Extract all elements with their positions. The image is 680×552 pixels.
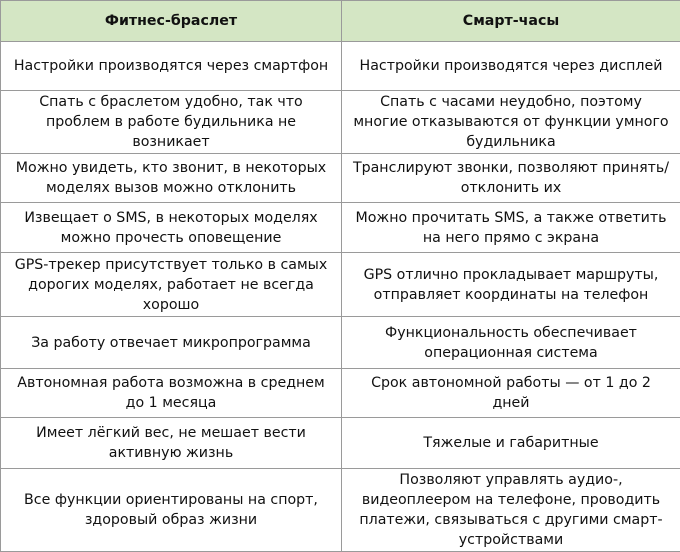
fitness-band-cell: За работу отвечает микропрограмма xyxy=(1,317,342,369)
smartwatch-cell: Тяжелые и габаритные xyxy=(342,418,680,469)
table-row xyxy=(1,42,680,91)
table-row xyxy=(1,253,680,317)
smartwatch-cell: Можно прочитать SMS, а также ответить на него прямо с экрана xyxy=(342,203,680,253)
smartwatch-cell: Срок автономной работы — от 1 до 2 дней xyxy=(342,369,680,418)
smartwatch-cell: GPS отлично прокладывает маршруты, отправляет координаты на телефон xyxy=(342,253,680,317)
table-row xyxy=(1,317,680,369)
table-row xyxy=(1,91,680,154)
fitness-band-cell: Автономная работа возможна в среднем до 1 месяца xyxy=(1,369,342,418)
fitness-band-cell: Извещает о SMS, в некоторых моделях можно прочесть оповещение xyxy=(1,203,342,253)
fitness-band-cell: Все функции ориентированы на спорт, здоровый образ жизни xyxy=(1,469,342,552)
fitness-band-cell: Настройки производятся через смартфон xyxy=(1,42,342,91)
smartwatch-cell: Спать с часами неудобно, поэтому многие отказываются от функции умного будильника xyxy=(342,91,680,154)
smartwatch-cell: Позволяют управлять аудио-, видеоплеером на телефоне, проводить платежи, связываться с другими смарт-устройствами xyxy=(342,469,680,552)
table-row xyxy=(1,203,680,253)
smartwatch-cell: Транслируют звонки, позволяют принять/отклонить их xyxy=(342,154,680,203)
header-row xyxy=(1,1,680,42)
header-fitness-band: Фитнес-браслет xyxy=(1,1,342,42)
fitness-band-cell: GPS-трекер присутствует только в самых дорогих моделях, работает не всегда хорошо xyxy=(1,253,342,317)
table-row xyxy=(1,154,680,203)
table-row xyxy=(1,369,680,418)
table-row xyxy=(1,418,680,469)
fitness-band-cell: Спать с браслетом удобно, так что проблем в работе будильника не возникает xyxy=(1,91,342,154)
table-row xyxy=(1,469,680,552)
fitness-band-cell: Можно увидеть, кто звонит, в некоторых моделях вызов можно отклонить xyxy=(1,154,342,203)
smartwatch-cell: Настройки производятся через дисплей xyxy=(342,42,680,91)
fitness-band-cell: Имеет лёгкий вес, не мешает вести активную жизнь xyxy=(1,418,342,469)
smartwatch-cell: Функциональность обеспечивает операционная система xyxy=(342,317,680,369)
header-smartwatch: Смарт-часы xyxy=(342,1,680,42)
